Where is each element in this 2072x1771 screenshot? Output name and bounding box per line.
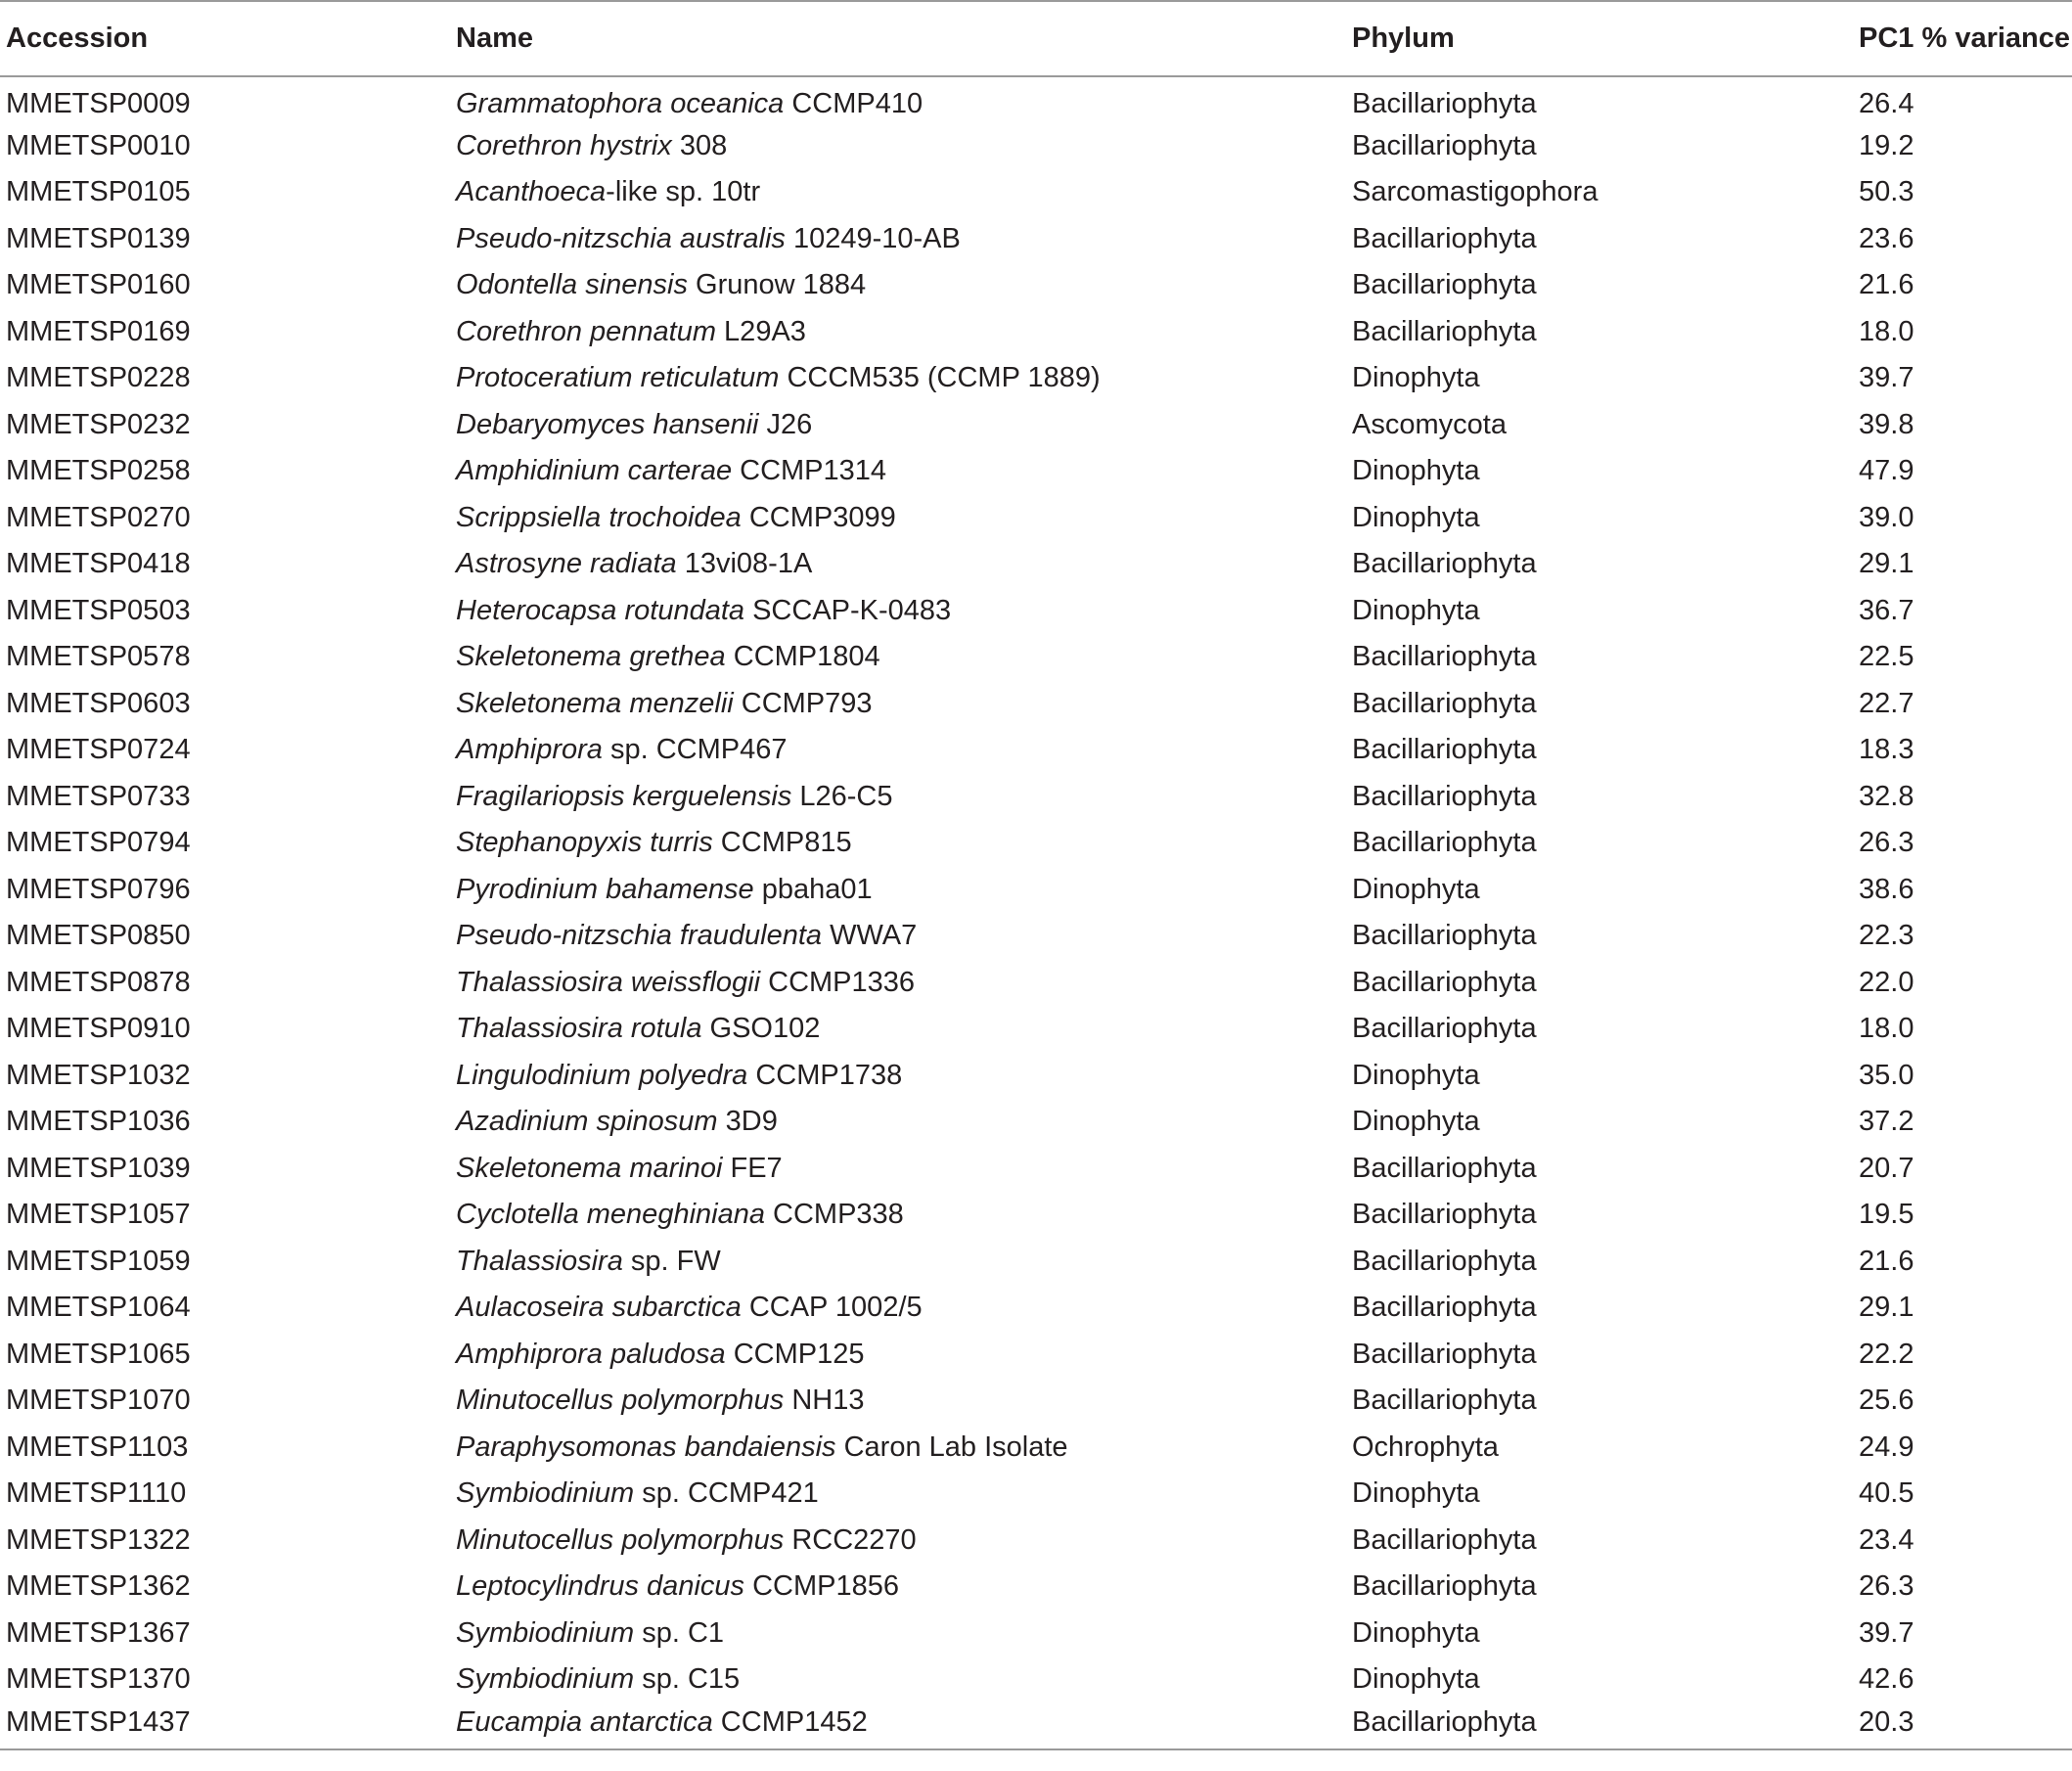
species-name: Pseudo-nitzschia australis [456, 222, 786, 254]
cell-phylum: Bacillariophyta [1352, 1152, 1537, 1184]
table-row [0, 1006, 2072, 1053]
cell-accession: MMETSP0270 [6, 501, 191, 533]
cell-name [450, 1146, 1346, 1193]
cell-name [450, 1378, 1346, 1425]
species-name: Protoceratium reticulatum [456, 362, 780, 394]
strain-label: CCMP815 [712, 827, 852, 859]
table-row [0, 634, 2072, 681]
header-accession: Accession [0, 1, 450, 76]
cell-name [450, 355, 1346, 402]
table-header [0, 1, 2072, 76]
species-name: Skeletonema menzelii [456, 687, 734, 719]
cell-phylum: Bacillariophyta [1352, 222, 1537, 254]
table-row [0, 727, 2072, 774]
table-row [0, 216, 2072, 263]
cell-pc1-variance: 18.3 [1859, 734, 1914, 766]
table-row [0, 76, 2072, 123]
cell-accession: MMETSP0232 [6, 408, 191, 440]
cell-name [450, 727, 1346, 774]
cell-phylum: Bacillariophyta [1352, 780, 1537, 812]
cell-accession: MMETSP0603 [6, 687, 191, 719]
species-name: Minutocellus polymorphus [456, 1385, 785, 1417]
cell-name [450, 1332, 1346, 1379]
table-row [0, 1657, 2072, 1703]
cell-accession: MMETSP0139 [6, 222, 191, 254]
cell-name [450, 541, 1346, 588]
strain-label: SCCAP-K-0483 [744, 594, 952, 626]
cell-phylum: Bacillariophyta [1352, 1245, 1537, 1277]
cell-pc1-variance: 18.0 [1859, 315, 1914, 347]
cell-pc1-variance: 22.5 [1859, 641, 1914, 673]
species-name: Thalassiosira weissflogii [456, 966, 761, 998]
species-name: Symbiodinium [456, 1663, 635, 1696]
cell-phylum: Bacillariophyta [1346, 1703, 1853, 1750]
table-row [0, 402, 2072, 449]
cell-accession: MMETSP0796 [6, 873, 191, 905]
table-row [0, 1518, 2072, 1565]
cell-phylum: Bacillariophyta [1352, 1338, 1537, 1370]
cell-phylum: Bacillariophyta [1352, 315, 1537, 347]
cell-accession: MMETSP0850 [6, 920, 191, 952]
cell-phylum: Bacillariophyta [1352, 1523, 1537, 1556]
strain-label: 308 [671, 129, 728, 161]
cell-name [450, 1239, 1346, 1286]
cell-phylum: Bacillariophyta [1352, 641, 1537, 673]
cell-name [450, 402, 1346, 449]
cell-pc1-variance: 26.3 [1859, 827, 1914, 859]
strain-label: 3D9 [717, 1106, 778, 1138]
species-name: Heterocapsa rotundata [456, 594, 745, 626]
species-name: Thalassiosira [456, 1245, 623, 1277]
cell-phylum: Ochrophyta [1352, 1430, 1499, 1463]
cell-pc1-variance: 42.6 [1859, 1663, 1914, 1696]
table-row [0, 1471, 2072, 1518]
table-row [0, 867, 2072, 914]
cell-accession: MMETSP0724 [6, 734, 191, 766]
cell-name [450, 960, 1346, 1007]
cell-accession: MMETSP1070 [6, 1385, 191, 1417]
cell-pc1-variance: 22.0 [1859, 966, 1914, 998]
strain-label: CCMP1314 [732, 455, 887, 487]
strain-label: WWA7 [822, 920, 918, 952]
cell-accession: MMETSP0160 [6, 269, 191, 301]
header-name: Name [450, 1, 1346, 76]
cell-accession: MMETSP1370 [6, 1663, 191, 1696]
cell-phylum: Bacillariophyta [1352, 87, 1537, 119]
cell-phylum: Bacillariophyta [1352, 1292, 1537, 1324]
table-row [0, 588, 2072, 635]
table-row [0, 1285, 2072, 1332]
cell-phylum: Bacillariophyta [1352, 1013, 1537, 1045]
cell-pc1-variance: 39.0 [1859, 501, 1914, 533]
cell-name [450, 1053, 1346, 1100]
cell-name [450, 913, 1346, 960]
cell-accession: MMETSP0228 [6, 362, 191, 394]
cell-phylum: Bacillariophyta [1352, 269, 1537, 301]
cell-name [450, 1471, 1346, 1518]
table-row [0, 541, 2072, 588]
species-name: Pseudo-nitzschia fraudulenta [456, 920, 823, 952]
strain-label: CCMP125 [725, 1338, 865, 1370]
strain-label: CCMP338 [764, 1199, 904, 1231]
strain-label: L29A3 [716, 315, 806, 347]
strain-label: CCMP3099 [741, 501, 896, 533]
cell-accession: MMETSP1039 [6, 1152, 191, 1184]
cell-phylum: Bacillariophyta [1352, 1199, 1537, 1231]
strain-label: sp. C1 [634, 1616, 725, 1649]
cell-accession: MMETSP1362 [6, 1570, 191, 1603]
table-row [0, 1099, 2072, 1146]
species-name: Lingulodinium polyedra [456, 1059, 748, 1091]
cell-pc1-variance: 22.7 [1859, 687, 1914, 719]
strain-label: CCMP1452 [712, 1706, 868, 1739]
cell-pc1-variance: 22.2 [1859, 1338, 1914, 1370]
cell-pc1-variance: 39.7 [1859, 1616, 1914, 1649]
cell-phylum: Bacillariophyta [1352, 827, 1537, 859]
strain-label: NH13 [784, 1385, 865, 1417]
cell-accession: MMETSP0169 [6, 315, 191, 347]
strain-label: sp. CCMP421 [634, 1477, 819, 1510]
cell-name [450, 216, 1346, 263]
strain-label: Caron Lab Isolate [835, 1430, 1068, 1463]
table-row [0, 262, 2072, 309]
cell-phylum: Bacillariophyta [1352, 966, 1537, 998]
table-row [0, 1332, 2072, 1379]
strain-label: CCMP793 [733, 687, 873, 719]
species-name: Skeletonema marinoi [456, 1152, 723, 1184]
strain-label: Grunow 1884 [687, 269, 867, 301]
cell-pc1-variance: 29.1 [1859, 1292, 1914, 1324]
table-row [0, 774, 2072, 821]
cell-phylum: Ascomycota [1352, 408, 1507, 440]
cell-name [450, 1518, 1346, 1565]
cell-phylum: Dinophyta [1352, 594, 1480, 626]
cell-pc1-variance: 38.6 [1859, 873, 1914, 905]
table-row [0, 1192, 2072, 1239]
table-row [0, 913, 2072, 960]
cell-name [450, 1006, 1346, 1053]
cell-pc1-variance: 29.1 [1859, 548, 1914, 580]
cell-name [450, 495, 1346, 542]
cell-name [450, 867, 1346, 914]
cell-name [450, 1099, 1346, 1146]
species-name: Fragilariopsis kerguelensis [456, 780, 792, 812]
strain-label: GSO102 [701, 1013, 821, 1045]
cell-name [450, 634, 1346, 681]
cell-pc1-variance: 25.6 [1859, 1385, 1914, 1417]
species-name: Thalassiosira rotula [456, 1013, 702, 1045]
cell-name [450, 169, 1346, 216]
cell-pc1-variance: 47.9 [1859, 455, 1914, 487]
cell-accession: MMETSP0878 [6, 966, 191, 998]
cell-pc1-variance: 39.7 [1859, 362, 1914, 394]
cell-pc1-variance: 23.6 [1859, 222, 1914, 254]
cell-accession: MMETSP0105 [6, 176, 191, 208]
cell-phylum: Dinophyta [1352, 1477, 1480, 1510]
strain-label: L26-C5 [791, 780, 893, 812]
strain-label: CCMP1804 [725, 641, 880, 673]
cell-pc1-variance: 21.6 [1859, 1245, 1914, 1277]
cell-accession: MMETSP1322 [6, 1523, 191, 1556]
cell-phylum: Dinophyta [1352, 455, 1480, 487]
table-row [0, 309, 2072, 356]
cell-name [450, 1564, 1346, 1611]
species-name: Minutocellus polymorphus [456, 1523, 785, 1556]
strain-label: 13vi08-1A [676, 548, 813, 580]
species-name: Debaryomyces hansenii [456, 408, 759, 440]
species-name: Scrippsiella trochoidea [456, 501, 742, 533]
header-pc1-variance: PC1 % variance [1853, 1, 2072, 76]
cell-accession: MMETSP0578 [6, 641, 191, 673]
cell-accession: MMETSP0503 [6, 594, 191, 626]
cell-accession: MMETSP1065 [6, 1338, 191, 1370]
cell-accession: MMETSP0910 [6, 1013, 191, 1045]
cell-pc1-variance: 37.2 [1859, 1106, 1914, 1138]
cell-pc1-variance: 36.7 [1859, 594, 1914, 626]
cell-name [450, 1285, 1346, 1332]
cell-accession: MMETSP1057 [6, 1199, 191, 1231]
table-row [0, 820, 2072, 867]
cell-name [450, 1425, 1346, 1472]
species-name: Acanthoeca [456, 176, 607, 208]
species-name: Grammatophora oceanica [456, 87, 785, 119]
species-name: Symbiodinium [456, 1477, 635, 1510]
cell-pc1-variance: 20.7 [1859, 1152, 1914, 1184]
table-row [0, 1378, 2072, 1425]
cell-pc1-variance: 26.4 [1859, 87, 1914, 119]
cell-pc1-variance: 19.5 [1859, 1199, 1914, 1231]
cell-phylum: Sarcomastigophora [1352, 176, 1599, 208]
species-name: Corethron pennatum [456, 315, 716, 347]
table-row [0, 1425, 2072, 1472]
cell-name [450, 1611, 1346, 1657]
header-row [0, 1, 2072, 76]
cell-name [450, 262, 1346, 309]
strain-label: pbaha01 [753, 873, 873, 905]
cell-phylum: Dinophyta [1352, 501, 1480, 533]
cell-phylum: Dinophyta [1352, 362, 1480, 394]
species-name: Astrosyne radiata [456, 548, 677, 580]
species-name: Pyrodinium bahamense [456, 873, 754, 905]
cell-accession: MMETSP1032 [6, 1059, 191, 1091]
table-row [0, 1611, 2072, 1657]
cell-pc1-variance: 40.5 [1859, 1477, 1914, 1510]
cell-pc1-variance: 18.0 [1859, 1013, 1914, 1045]
table-row [0, 123, 2072, 170]
cell-pc1-variance: 39.8 [1859, 408, 1914, 440]
cell-phylum: Bacillariophyta [1352, 734, 1537, 766]
strain-label: CCMP1856 [744, 1570, 899, 1603]
strain-label: sp. CCMP467 [602, 734, 788, 766]
strain-label: CCCM535 (CCMP 1889) [779, 362, 1101, 394]
cell-accession: MMETSP1059 [6, 1245, 191, 1277]
cell-accession: MMETSP0794 [6, 827, 191, 859]
strain-label: CCMP410 [784, 87, 923, 119]
strain-label: -like sp. 10tr [606, 176, 761, 208]
table-row [0, 448, 2072, 495]
cell-phylum: Dinophyta [1352, 873, 1480, 905]
cell-phylum: Bacillariophyta [1352, 687, 1537, 719]
cell-pc1-variance: 50.3 [1859, 176, 1914, 208]
cell-name [450, 1657, 1346, 1703]
table-row [0, 1239, 2072, 1286]
strain-label: sp. FW [622, 1245, 721, 1277]
cell-phylum: Dinophyta [1352, 1616, 1480, 1649]
table-row [0, 355, 2072, 402]
cell-pc1-variance: 23.4 [1859, 1523, 1914, 1556]
species-name: Odontella sinensis [456, 269, 688, 301]
cell-name [450, 588, 1346, 635]
species-name: Corethron hystrix [456, 129, 672, 161]
cell-pc1-variance: 35.0 [1859, 1059, 1914, 1091]
table-row [0, 1053, 2072, 1100]
cell-phylum: Dinophyta [1352, 1059, 1480, 1091]
species-name: Symbiodinium [456, 1616, 635, 1649]
cell-name [450, 774, 1346, 821]
species-name: Cyclotella meneghiniana [456, 1199, 765, 1231]
table-row [0, 169, 2072, 216]
cell-accession: MMETSP1437 [0, 1703, 450, 1750]
strain-label: RCC2270 [784, 1523, 917, 1556]
species-name: Azadinium spinosum [456, 1106, 718, 1138]
species-name: Eucampia antarctica [456, 1706, 713, 1739]
cell-pc1-variance: 19.2 [1859, 129, 1914, 161]
cell-phylum: Bacillariophyta [1352, 1385, 1537, 1417]
cell-accession: MMETSP1036 [6, 1106, 191, 1138]
table-row [0, 681, 2072, 728]
species-name: Amphidinium carterae [456, 455, 733, 487]
strain-label: 10249-10-AB [785, 222, 961, 254]
strain-label: sp. C15 [634, 1663, 741, 1696]
cell-name [450, 820, 1346, 867]
cell-accession: MMETSP0418 [6, 548, 191, 580]
strain-label: CCMP1738 [747, 1059, 903, 1091]
strain-label: CCAP 1002/5 [741, 1292, 923, 1324]
table-row [0, 495, 2072, 542]
table-row [0, 1703, 2072, 1750]
cell-name [450, 76, 1346, 123]
strain-label: J26 [758, 408, 813, 440]
header-phylum: Phylum [1346, 1, 1853, 76]
cell-pc1-variance: 26.3 [1859, 1570, 1914, 1603]
cell-phylum: Bacillariophyta [1352, 129, 1537, 161]
species-name: Stephanopyxis turris [456, 827, 713, 859]
species-name: Paraphysomonas bandaiensis [456, 1430, 836, 1463]
cell-accession: MMETSP1064 [6, 1292, 191, 1324]
table-row [0, 960, 2072, 1007]
cell-pc1-variance: 20.3 [1853, 1703, 2072, 1750]
cell-pc1-variance: 32.8 [1859, 780, 1914, 812]
cell-accession: MMETSP1110 [6, 1477, 187, 1510]
cell-phylum: Dinophyta [1352, 1663, 1480, 1696]
cell-accession: MMETSP0010 [6, 129, 191, 161]
species-name: Leptocylindrus danicus [456, 1570, 745, 1603]
cell-pc1-variance: 21.6 [1859, 269, 1914, 301]
species-name: Amphiprora [456, 734, 603, 766]
cell-phylum: Bacillariophyta [1352, 920, 1537, 952]
table-body [0, 76, 2072, 1749]
strain-label: FE7 [722, 1152, 783, 1184]
cell-pc1-variance: 22.3 [1859, 920, 1914, 952]
species-name: Aulacoseira subarctica [456, 1292, 742, 1324]
cell-accession: MMETSP0009 [6, 87, 191, 119]
cell-accession: MMETSP0258 [6, 455, 191, 487]
cell-accession: MMETSP1103 [6, 1430, 189, 1463]
cell-accession: MMETSP0733 [6, 780, 191, 812]
cell-name [450, 1703, 1346, 1750]
cell-phylum: Dinophyta [1352, 1106, 1480, 1138]
species-name: Amphiprora paludosa [456, 1338, 726, 1370]
species-name: Skeletonema grethea [456, 641, 726, 673]
cell-phylum: Bacillariophyta [1352, 548, 1537, 580]
cell-phylum: Bacillariophyta [1352, 1570, 1537, 1603]
cell-name [450, 448, 1346, 495]
cell-name [450, 123, 1346, 170]
table-row [0, 1146, 2072, 1193]
cell-name [450, 309, 1346, 356]
strain-label: CCMP1336 [760, 966, 916, 998]
cell-pc1-variance: 24.9 [1859, 1430, 1914, 1463]
cell-name [450, 681, 1346, 728]
table-row [0, 1564, 2072, 1611]
cell-name [450, 1192, 1346, 1239]
cell-accession: MMETSP1367 [6, 1616, 191, 1649]
